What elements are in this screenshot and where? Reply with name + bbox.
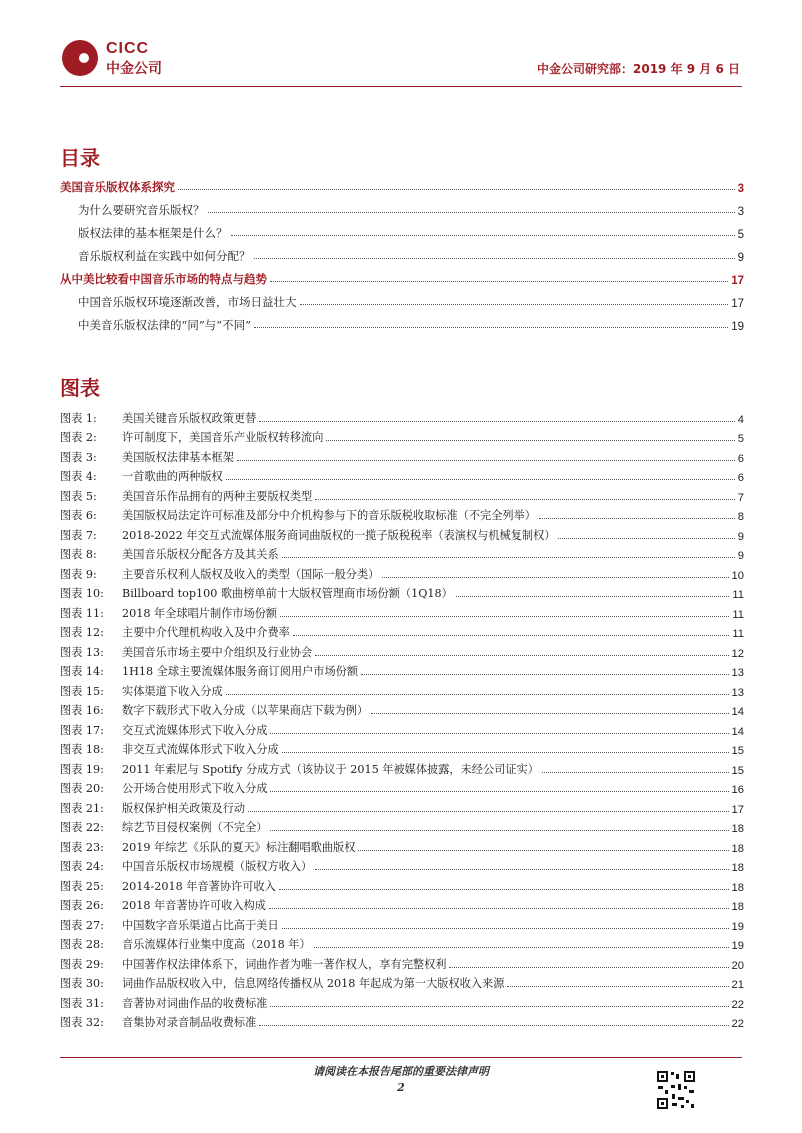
toc-entry[interactable] bbox=[60, 195, 744, 218]
figure-entry-label: 图表 13: bbox=[60, 645, 104, 659]
figure-entry-text: 主要中介代理机构收入及中介费率 bbox=[122, 626, 290, 639]
figure-entry[interactable] bbox=[60, 504, 744, 524]
figure-entry[interactable] bbox=[60, 582, 744, 602]
figure-entry-page: 21 bbox=[731, 979, 744, 991]
figure-entry-page: 14 bbox=[731, 725, 744, 738]
footer-divider bbox=[60, 1057, 742, 1058]
figures-title: 图表 bbox=[60, 376, 100, 400]
figure-entry-text: 2019 年综艺《乐队的夏天》标注翻唱歌曲版权 bbox=[122, 840, 356, 854]
dot-leader bbox=[178, 188, 735, 190]
figure-entry[interactable] bbox=[60, 640, 744, 660]
dot-leader bbox=[279, 888, 729, 890]
figure-entry-label: 图表 11: bbox=[60, 606, 104, 620]
toc-entry[interactable] bbox=[60, 172, 744, 195]
dot-leader bbox=[226, 478, 735, 480]
dot-leader bbox=[237, 459, 735, 461]
figure-entry[interactable] bbox=[60, 777, 744, 797]
toc-entry-page: 3 bbox=[737, 206, 744, 218]
figure-entry-label: 图表 3: bbox=[60, 450, 97, 464]
figure-entry-label: 图表 5: bbox=[60, 489, 97, 503]
dot-leader bbox=[539, 517, 735, 519]
toc-entry-page: 3 bbox=[737, 183, 744, 195]
figure-entry-label: 图表 29: bbox=[60, 957, 104, 971]
figure-entry[interactable] bbox=[60, 660, 744, 680]
figure-entry-label: 图表 9: bbox=[60, 567, 97, 581]
figure-entry[interactable] bbox=[60, 601, 744, 621]
legal-notice: 请阅读在本报告尾部的重要法律声明 bbox=[313, 1065, 489, 1078]
figure-entry-page: 18 bbox=[731, 823, 744, 835]
figure-entry-text: 版权保护相关政策及行动 bbox=[122, 801, 246, 815]
toc-entry[interactable] bbox=[60, 264, 744, 287]
figure-entry[interactable] bbox=[60, 426, 744, 446]
figure-entry-text: 2018-2022 年交互式流媒体服务商词曲版权的一揽子版税税率（表演权与机械复制权） bbox=[122, 528, 556, 542]
dot-leader bbox=[507, 985, 728, 987]
figure-entry-text: 一首歌曲的两种版权 bbox=[122, 470, 223, 483]
figure-entry-label: 图表 1: bbox=[60, 411, 97, 425]
cicc-logo bbox=[60, 38, 200, 82]
toc-entry-page: 5 bbox=[737, 229, 744, 241]
dot-leader bbox=[558, 537, 734, 539]
figure-entry-page: 7 bbox=[737, 491, 744, 504]
dot-leader bbox=[371, 712, 728, 714]
figure-entry[interactable] bbox=[60, 562, 744, 582]
figure-entry[interactable] bbox=[60, 972, 744, 992]
dot-leader bbox=[300, 303, 729, 305]
figure-entry-page: 12 bbox=[731, 647, 744, 660]
figure-entry[interactable] bbox=[60, 835, 744, 855]
figure-entry-text: 美国音乐版权分配各方及其关系 bbox=[122, 548, 279, 561]
figure-entry-label: 图表 6: bbox=[60, 509, 97, 522]
figure-entry-label: 图表 25: bbox=[60, 879, 104, 893]
toc-entry-text: 中国音乐版权环境逐渐改善，市场日益壮大 bbox=[78, 295, 297, 309]
figure-entry-text: 2018 年音著协许可收入构成 bbox=[122, 899, 266, 912]
dot-leader bbox=[449, 966, 728, 968]
dot-leader bbox=[361, 673, 729, 675]
figure-entry-text: 交互式流媒体形式下收入分成 bbox=[122, 723, 268, 737]
dot-leader bbox=[270, 829, 728, 831]
figure-entry-label: 图表 17: bbox=[60, 723, 104, 737]
dot-leader bbox=[270, 1005, 728, 1007]
figure-entry-label: 图表 12: bbox=[60, 626, 104, 639]
figure-entry-label: 图表 24: bbox=[60, 860, 104, 873]
figure-entry-label: 图表 22: bbox=[60, 821, 104, 834]
toc-entry-page: 19 bbox=[731, 321, 744, 333]
figure-entry-page: 19 bbox=[731, 920, 744, 933]
figure-entry[interactable] bbox=[60, 679, 744, 699]
figure-entry-label: 图表 14: bbox=[60, 665, 104, 678]
dot-leader bbox=[282, 556, 735, 558]
figure-entry[interactable] bbox=[60, 406, 744, 426]
figure-entry-text: 2018 年全球唱片制作市场份额 bbox=[122, 606, 278, 620]
figure-entry[interactable] bbox=[60, 757, 744, 777]
figure-entry-text: 1H18 全球主要流媒体服务商订阅用户市场份额 bbox=[122, 665, 359, 678]
figure-entry-text: 数字下载形式下收入分成（以苹果商店下载为例） bbox=[122, 704, 369, 717]
figure-entry-label: 图表 15: bbox=[60, 684, 104, 698]
toc-entry-text: 从中美比较看中国音乐市场的特点与趋势 bbox=[60, 272, 267, 286]
page-header bbox=[0, 0, 802, 100]
figure-entry-label: 图表 16: bbox=[60, 704, 104, 717]
figure-entry[interactable] bbox=[60, 484, 744, 504]
figure-entry[interactable] bbox=[60, 1011, 744, 1031]
report-date: 中金公司研究部：2019 年 9 月 6 日 bbox=[537, 62, 740, 76]
page-number: 2 bbox=[397, 1081, 405, 1094]
dot-leader bbox=[282, 927, 729, 929]
dot-leader bbox=[326, 439, 734, 441]
dot-leader bbox=[314, 946, 729, 948]
toc-entry[interactable] bbox=[60, 287, 744, 310]
figure-entry-text: 中国著作权法律体系下，词曲作者为唯一著作权人，享有完整权利 bbox=[122, 957, 447, 971]
dot-leader bbox=[208, 211, 735, 213]
dot-leader bbox=[270, 790, 728, 792]
dot-leader bbox=[248, 810, 728, 812]
figure-entry-text: 音集协对录音制品收费标准 bbox=[122, 1016, 257, 1029]
dot-leader bbox=[254, 257, 735, 259]
toc-entry[interactable] bbox=[60, 310, 744, 333]
figure-entry-page: 22 bbox=[731, 998, 744, 1011]
figure-entry-page: 14 bbox=[731, 706, 744, 718]
figure-entry[interactable] bbox=[60, 933, 744, 953]
figure-entry-page: 22 bbox=[731, 1018, 744, 1030]
figure-entry-page: 8 bbox=[737, 511, 744, 523]
figure-entry[interactable] bbox=[60, 465, 744, 485]
figure-entry-text: 主要音乐权利人版权及收入的类型（国际一般分类） bbox=[122, 567, 380, 581]
figure-entry-page: 16 bbox=[731, 784, 744, 796]
figure-entry-text: 2014-2018 年音著协许可收入 bbox=[122, 879, 276, 893]
figure-entry-text: 美国版权法律基本框架 bbox=[122, 450, 234, 464]
figure-entry-page: 17 bbox=[731, 803, 744, 816]
toc-entry-page: 17 bbox=[731, 275, 744, 287]
figure-entry-label: 图表 31: bbox=[60, 996, 104, 1010]
figure-entry-text: 词曲作品版权收入中，信息网络传播权从 2018 年起成为第一大版权收入来源 bbox=[122, 977, 505, 990]
dot-leader bbox=[254, 326, 728, 328]
figure-entry-label: 图表 27: bbox=[60, 918, 104, 932]
toc-title: 目录 bbox=[60, 146, 100, 170]
figure-entry[interactable] bbox=[60, 738, 744, 758]
figure-entry-page: 6 bbox=[737, 472, 744, 484]
figure-entry-page: 6 bbox=[737, 452, 744, 465]
toc-entry[interactable] bbox=[60, 241, 744, 264]
cicc-logo-icon bbox=[60, 38, 100, 78]
figure-entry-text: 许可制度下，美国音乐产业版权转移流向 bbox=[122, 431, 324, 444]
dot-leader bbox=[315, 654, 728, 656]
figure-entry-label: 图表 26: bbox=[60, 899, 104, 912]
dot-leader bbox=[293, 634, 730, 636]
figure-entry-text: 综艺节目侵权案例（不完全） bbox=[122, 821, 268, 834]
figure-entry[interactable] bbox=[60, 991, 744, 1011]
figure-entry-page: 13 bbox=[731, 686, 744, 699]
figure-entry-text: 音著协对词曲作品的收费标准 bbox=[122, 996, 268, 1010]
toc-entry-text: 美国音乐版权体系探究 bbox=[60, 180, 175, 194]
figure-entry-page: 13 bbox=[731, 667, 744, 679]
figure-entry-page: 9 bbox=[737, 550, 744, 562]
figure-entry[interactable] bbox=[60, 913, 744, 933]
figure-entry-page: 18 bbox=[731, 881, 744, 894]
figure-entry-page: 15 bbox=[731, 764, 744, 777]
figure-entry-page: 15 bbox=[731, 745, 744, 757]
figure-entry-text: 2011 年索尼与 Spotify 分成方式（该协议于 2015 年被媒体披露，未经公司证实） bbox=[122, 762, 539, 776]
logo-text-cn: 中金公司 bbox=[106, 61, 162, 77]
dot-leader bbox=[226, 693, 729, 695]
figure-entry-label: 图表 10: bbox=[60, 587, 104, 600]
qr-code-icon bbox=[656, 1070, 696, 1110]
logo-text-en: CICC bbox=[106, 40, 150, 57]
figure-entry-text: 美国音乐作品拥有的两种主要版权类型 bbox=[122, 489, 313, 503]
dot-leader bbox=[315, 868, 728, 870]
toc-entry-text: 音乐版权利益在实践中如何分配？ bbox=[78, 249, 251, 263]
toc-entry-text: 为什么要研究音乐版权？ bbox=[78, 203, 205, 217]
figure-entry[interactable] bbox=[60, 816, 744, 836]
dot-leader bbox=[382, 576, 728, 578]
dot-leader bbox=[282, 751, 729, 753]
figure-entry[interactable] bbox=[60, 621, 744, 641]
toc-entry[interactable] bbox=[60, 218, 744, 241]
dot-leader bbox=[358, 849, 728, 851]
figure-entry-page: 18 bbox=[731, 901, 744, 913]
figure-entry-text: 美国音乐市场主要中介组织及行业协会 bbox=[122, 645, 313, 659]
figure-entry-label: 图表 2: bbox=[60, 431, 97, 444]
figure-entry-text: 公开场合使用形式下收入分成 bbox=[122, 782, 268, 795]
figure-entry-page: 18 bbox=[731, 862, 744, 874]
figure-entry-text: 中国数字音乐渠道占比高于美日 bbox=[122, 918, 279, 932]
figure-entry-text: 美国关键音乐版权政策更替 bbox=[122, 411, 257, 425]
dot-leader bbox=[269, 907, 729, 909]
figure-entry-text: 实体渠道下收入分成 bbox=[122, 684, 223, 698]
figure-entry-label: 图表 21: bbox=[60, 801, 104, 815]
figure-entry-label: 图表 32: bbox=[60, 1016, 104, 1029]
figure-entry-page: 5 bbox=[737, 433, 744, 445]
dot-leader bbox=[270, 280, 728, 282]
figure-entry-label: 图表 8: bbox=[60, 548, 97, 561]
figure-entry-page: 9 bbox=[737, 530, 744, 543]
toc-entry-text: 版权法律的基本框架是什么？ bbox=[78, 226, 228, 240]
figure-entry-label: 图表 18: bbox=[60, 743, 104, 756]
figure-entry-page: 11 bbox=[732, 608, 744, 621]
toc-entry-text: 中美音乐版权法律的“同”与“不同” bbox=[78, 318, 252, 332]
figure-entry-page: 11 bbox=[732, 589, 744, 601]
dot-leader bbox=[456, 595, 730, 597]
figure-entry-page: 11 bbox=[732, 628, 744, 640]
figure-entry-label: 图表 19: bbox=[60, 762, 104, 776]
figure-entry[interactable] bbox=[60, 796, 744, 816]
figure-entry[interactable] bbox=[60, 543, 744, 563]
figure-entry[interactable] bbox=[60, 445, 744, 465]
figure-entry[interactable] bbox=[60, 855, 744, 875]
toc-entry-page: 9 bbox=[737, 252, 744, 264]
figure-entry-label: 图表 23: bbox=[60, 840, 104, 854]
header-divider bbox=[60, 86, 742, 87]
figure-entry-label: 图表 4: bbox=[60, 470, 97, 483]
figure-entry-text: 中国音乐版权市场规模（版权方收入） bbox=[122, 860, 313, 873]
figure-entry[interactable] bbox=[60, 952, 744, 972]
dot-leader bbox=[280, 615, 729, 617]
figure-entry-label: 图表 28: bbox=[60, 938, 104, 951]
figure-entry[interactable] bbox=[60, 718, 744, 738]
figure-entry-text: 美国版权局法定许可标准及部分中介机构参与下的音乐版税收取标准（不完全列举） bbox=[122, 509, 536, 522]
dot-leader bbox=[259, 1024, 728, 1026]
toc-list bbox=[60, 172, 744, 333]
figure-entry-page: 18 bbox=[731, 842, 744, 855]
figure-entry-page: 4 bbox=[737, 413, 744, 426]
figure-list bbox=[60, 406, 744, 1030]
figure-entry-label: 图表 20: bbox=[60, 782, 104, 795]
toc-entry-page: 17 bbox=[731, 298, 744, 310]
figure-entry-text: 音乐流媒体行业集中度高（2018 年） bbox=[122, 938, 311, 951]
figure-entry-text: 非交互式流媒体形式下收入分成 bbox=[122, 743, 279, 756]
figure-entry[interactable] bbox=[60, 874, 744, 894]
figure-entry-page: 10 bbox=[731, 569, 744, 582]
figure-entry[interactable] bbox=[60, 523, 744, 543]
figure-entry-label: 图表 7: bbox=[60, 528, 97, 542]
dot-leader bbox=[231, 234, 735, 236]
dot-leader bbox=[259, 420, 735, 422]
dot-leader bbox=[270, 732, 728, 734]
figure-entry-page: 20 bbox=[731, 959, 744, 972]
figure-entry-page: 19 bbox=[731, 940, 744, 952]
figure-entry-label: 图表 30: bbox=[60, 977, 104, 990]
figure-entry[interactable] bbox=[60, 699, 744, 719]
dot-leader bbox=[542, 771, 729, 773]
figure-entry-text: Billboard top100 歌曲榜单前十大版权管理商市场份额（1Q18） bbox=[122, 587, 453, 600]
dot-leader bbox=[315, 498, 735, 500]
figure-entry[interactable] bbox=[60, 894, 744, 914]
